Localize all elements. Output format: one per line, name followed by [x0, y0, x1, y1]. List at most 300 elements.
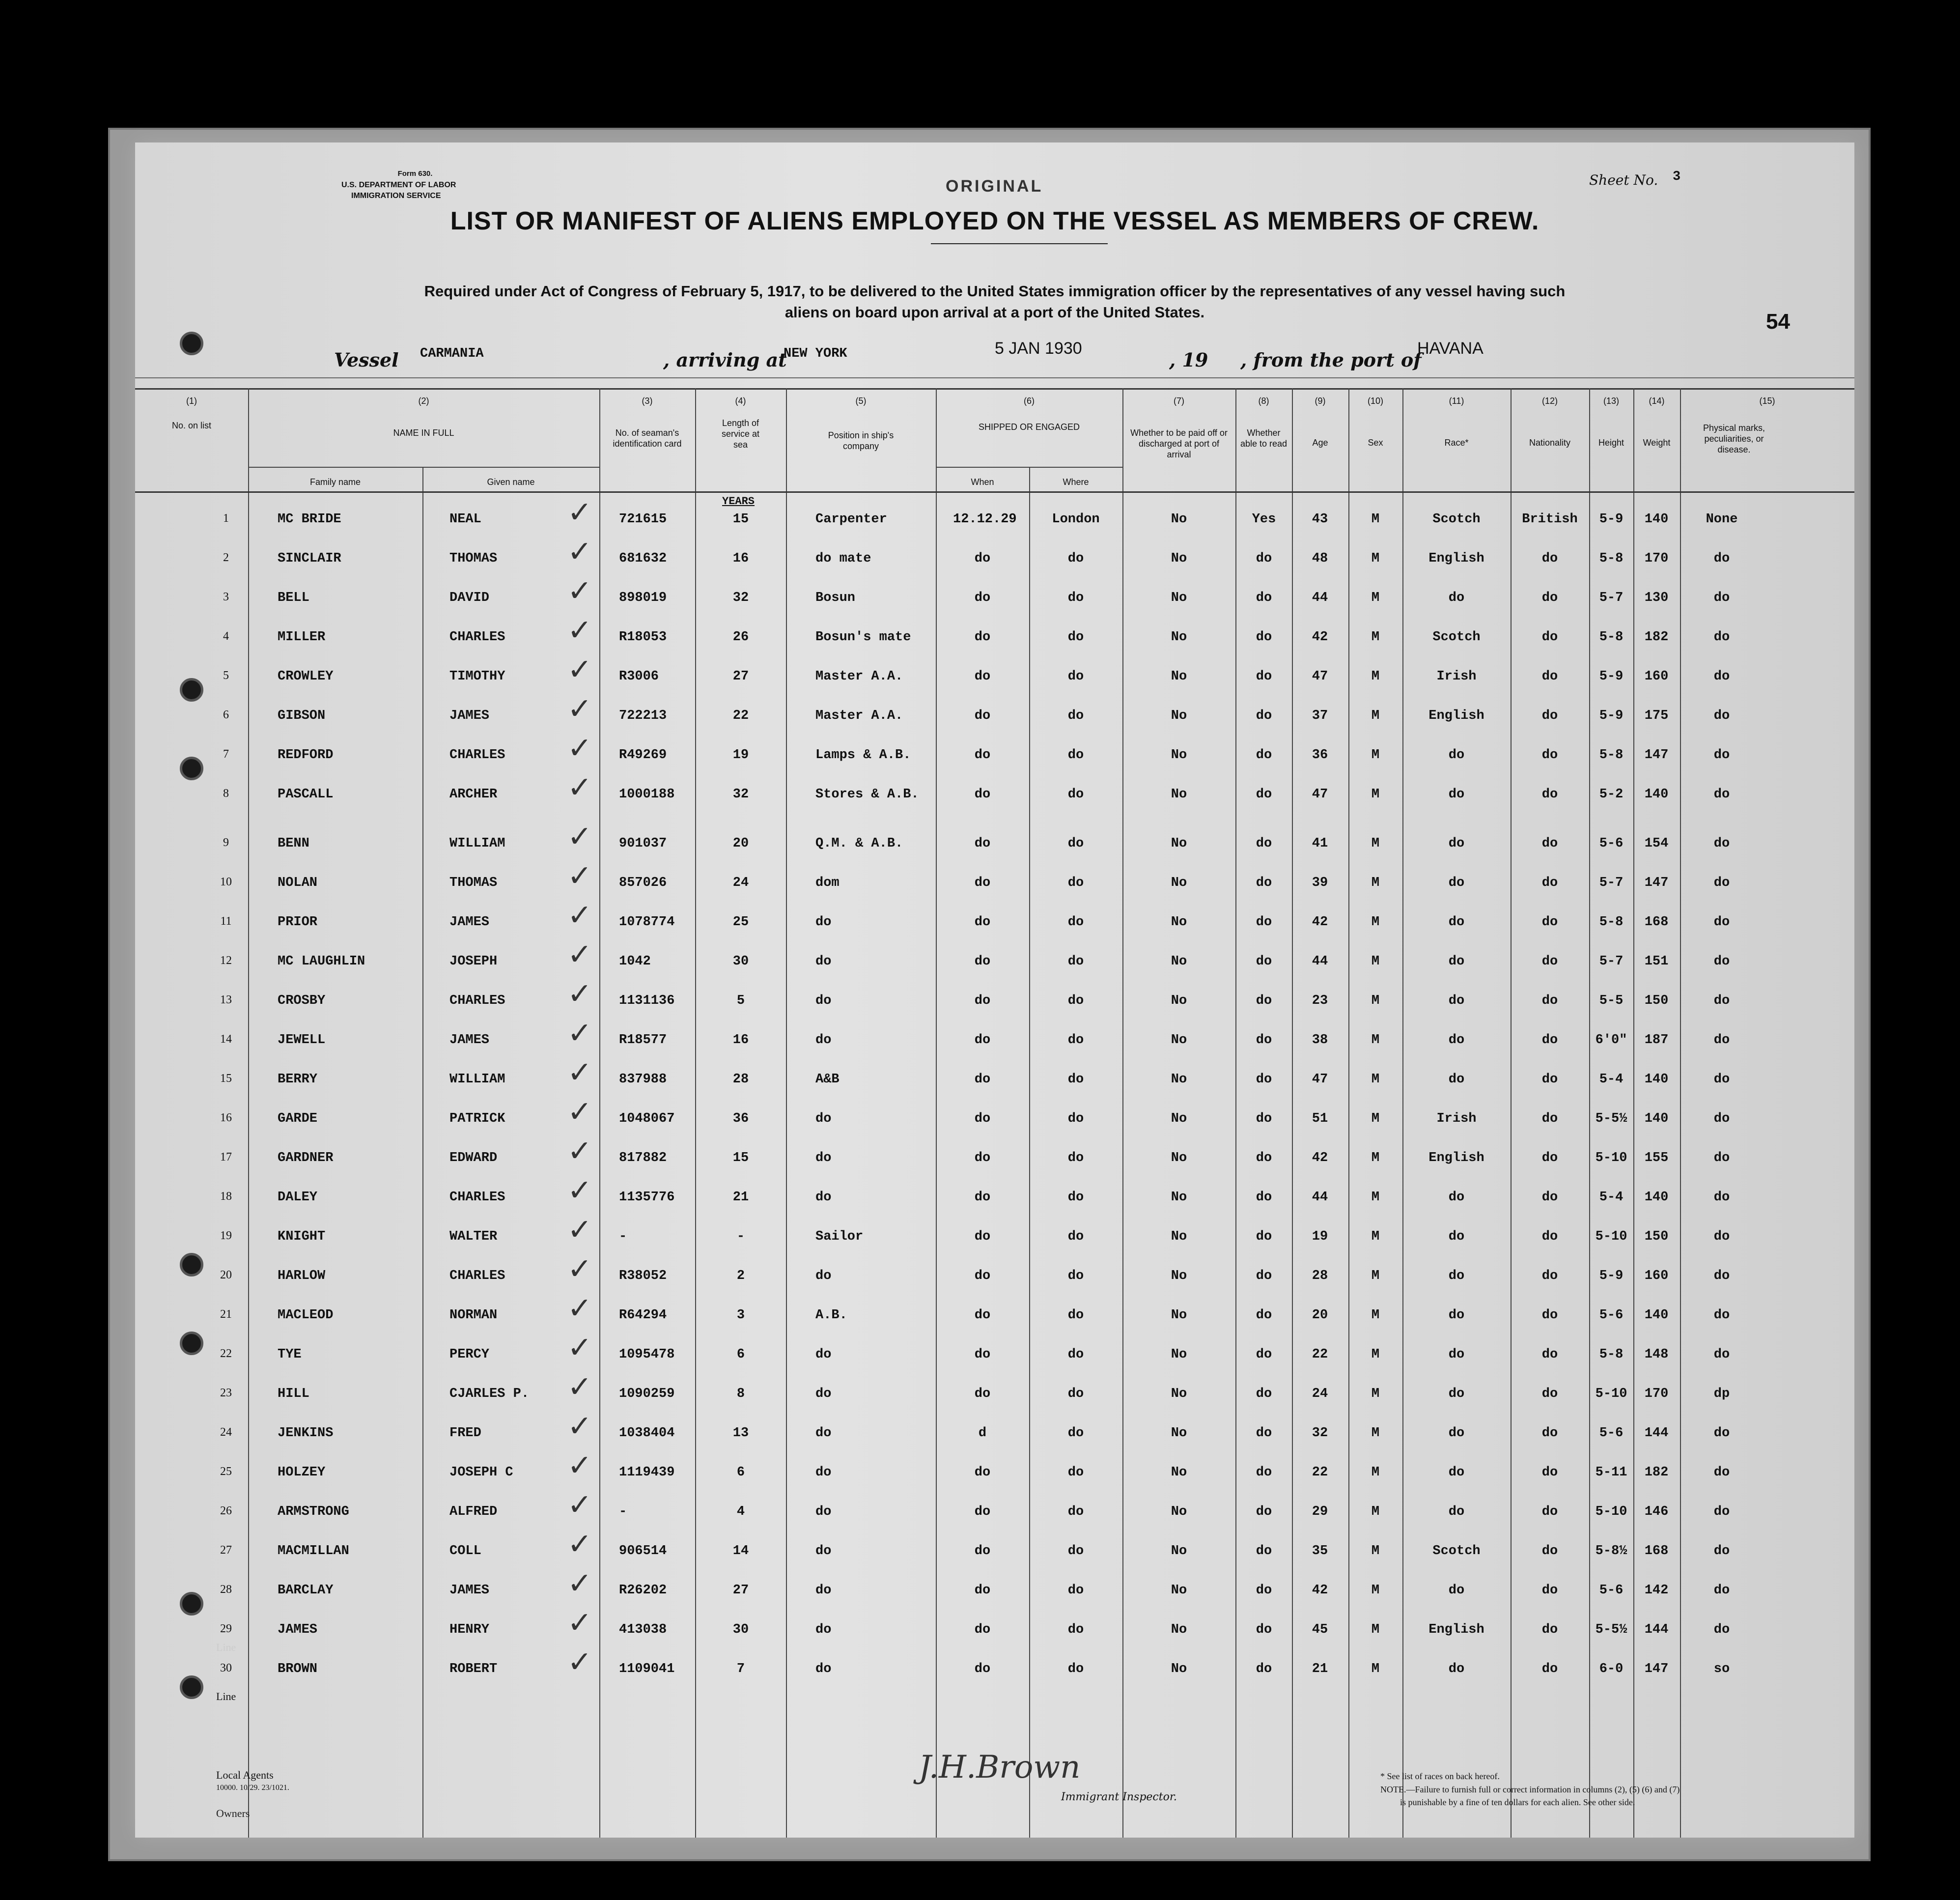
- cell-physical-marks: do: [1713, 1308, 1730, 1323]
- cell-weight: 175: [1644, 709, 1669, 723]
- cell-race: do: [1448, 591, 1465, 605]
- cell-service-years: 8: [736, 1387, 745, 1401]
- cell-race: do: [1448, 1347, 1465, 1362]
- cell-position: do: [815, 1111, 832, 1126]
- cell-able-to-read: do: [1256, 551, 1272, 566]
- cell-able-to-read: do: [1256, 787, 1272, 802]
- cell-family-name: PASCALL: [278, 787, 334, 802]
- cell-id-card: 1109041: [619, 1662, 675, 1676]
- cell-family-name: CROSBY: [278, 993, 326, 1008]
- cell-age: 44: [1312, 591, 1328, 605]
- cell-age: 47: [1312, 787, 1328, 802]
- cell-physical-marks: do: [1713, 1465, 1730, 1480]
- table-row: [135, 937, 1854, 978]
- cell-position: do: [815, 1622, 832, 1637]
- cell-able-to-read: do: [1256, 1347, 1272, 1362]
- cell-sex: M: [1371, 512, 1380, 527]
- cell-shipped-when: 12.12.29: [953, 512, 1017, 527]
- cell-family-name: PRIOR: [278, 915, 318, 930]
- check-mark-icon: ✓: [567, 1409, 592, 1444]
- cell-paid-off: No: [1171, 669, 1187, 684]
- cell-sex: M: [1371, 1308, 1380, 1323]
- cell-shipped-where: do: [1067, 709, 1084, 723]
- cell-physical-marks: do: [1713, 1033, 1730, 1048]
- cell-weight: 140: [1644, 787, 1669, 802]
- cell-service-years: 20: [732, 836, 749, 851]
- cell-service-years: 5: [736, 993, 745, 1008]
- check-mark-icon: ✓: [567, 613, 592, 648]
- cell-service-years: 16: [732, 551, 749, 566]
- cell-family-name: MACLEOD: [278, 1308, 334, 1323]
- cell-shipped-when: do: [974, 1504, 991, 1519]
- cell-physical-marks: do: [1713, 1544, 1730, 1559]
- table-row: [135, 613, 1854, 653]
- cell-nationality: do: [1541, 1583, 1558, 1598]
- cell-paid-off: No: [1171, 1662, 1187, 1676]
- cell-service-years: 16: [732, 1033, 749, 1048]
- punch-hole: [180, 757, 203, 780]
- cell-service-years: 21: [732, 1190, 749, 1205]
- cell-service-years: 24: [732, 876, 749, 890]
- cell-position: A&B: [815, 1072, 840, 1087]
- cell-physical-marks: do: [1713, 748, 1730, 763]
- cell-paid-off: No: [1171, 630, 1187, 645]
- cell-paid-off: No: [1171, 1544, 1187, 1559]
- cell-shipped-where: do: [1067, 1072, 1084, 1087]
- cell-paid-off: No: [1171, 1426, 1187, 1441]
- cell-row-number: 17: [220, 1151, 232, 1163]
- cell-physical-marks: do: [1713, 1072, 1730, 1087]
- cell-paid-off: No: [1171, 1622, 1187, 1637]
- cell-row-number: 21: [220, 1308, 232, 1321]
- cell-paid-off: No: [1171, 1387, 1187, 1401]
- check-mark-icon: ✓: [567, 1213, 592, 1247]
- check-mark-icon: ✓: [567, 1488, 592, 1522]
- cell-position: do: [815, 993, 832, 1008]
- cell-given-name: NEAL: [449, 512, 481, 527]
- cell-id-card: 1042: [619, 954, 651, 969]
- cell-physical-marks: do: [1713, 1504, 1730, 1519]
- cell-shipped-where: do: [1067, 630, 1084, 645]
- cell-given-name: JOSEPH C: [449, 1465, 513, 1480]
- cell-row-number: 5: [223, 669, 229, 682]
- cell-shipped-where: do: [1067, 1347, 1084, 1362]
- punch-hole: [180, 332, 203, 355]
- cell-shipped-when: d: [978, 1426, 987, 1441]
- cell-family-name: REDFORD: [278, 748, 334, 763]
- footer-owners-label: Owners: [216, 1807, 250, 1819]
- cell-paid-off: No: [1171, 551, 1187, 566]
- cell-shipped-when: do: [974, 1072, 991, 1087]
- original-stamp: ORIGINAL: [946, 177, 1043, 196]
- cell-family-name: BENN: [278, 836, 309, 851]
- cell-sex: M: [1371, 748, 1380, 763]
- cell-family-name: JENKINS: [278, 1426, 334, 1441]
- inspector-label: Immigrant Inspector.: [1061, 1791, 1177, 1803]
- cell-row-number: 8: [223, 787, 229, 800]
- cell-sex: M: [1371, 1465, 1380, 1480]
- col-name-number: (2): [418, 396, 429, 406]
- cell-shipped-where: do: [1067, 1229, 1084, 1244]
- page-title: LIST OR MANIFEST OF ALIENS EMPLOYED ON THE VESSEL AS MEMBERS OF CREW.: [450, 207, 1540, 235]
- col-read-header: Whether able to read: [1240, 428, 1288, 449]
- cell-sex: M: [1371, 1151, 1380, 1165]
- col-when-header: When: [971, 477, 994, 487]
- cell-sex: M: [1371, 1033, 1380, 1048]
- col-read-number: (8): [1258, 396, 1269, 406]
- col-shipped-number: (6): [1024, 396, 1035, 406]
- cell-physical-marks: do: [1713, 551, 1730, 566]
- cell-weight: 140: [1644, 512, 1669, 527]
- cell-age: 20: [1312, 1308, 1328, 1323]
- cell-weight: 182: [1644, 630, 1669, 645]
- cell-id-card: R3006: [619, 669, 659, 684]
- cell-race: do: [1448, 993, 1465, 1008]
- col-sex-number: (10): [1367, 396, 1383, 406]
- cell-height: 5-9: [1599, 669, 1624, 684]
- cell-height: 5-9: [1599, 1269, 1624, 1283]
- cell-family-name: DALEY: [278, 1190, 318, 1205]
- cell-given-name: ALFRED: [449, 1504, 498, 1519]
- cell-position: A.B.: [815, 1308, 847, 1323]
- cell-physical-marks: do: [1713, 1622, 1730, 1637]
- cell-row-number: 7: [223, 748, 229, 761]
- cell-paid-off: No: [1171, 1347, 1187, 1362]
- cell-service-years: 14: [732, 1544, 749, 1559]
- check-mark-icon: ✓: [567, 770, 592, 805]
- cell-service-years: 32: [732, 591, 749, 605]
- cell-race: do: [1448, 1033, 1465, 1048]
- cell-row-number: 11: [220, 915, 232, 928]
- cell-nationality: do: [1541, 1387, 1558, 1401]
- cell-able-to-read: do: [1256, 1465, 1272, 1480]
- cell-sex: M: [1371, 993, 1380, 1008]
- cell-service-years: 27: [732, 1583, 749, 1598]
- cell-shipped-when: do: [974, 954, 991, 969]
- punch-hole: [180, 1675, 203, 1699]
- cell-able-to-read: do: [1256, 1033, 1272, 1048]
- cell-nationality: do: [1541, 1426, 1558, 1441]
- from-port-label: , from the port of: [1240, 349, 1422, 371]
- table-row: [135, 977, 1854, 1017]
- cell-height: 5-10: [1595, 1387, 1627, 1401]
- cell-sex: M: [1371, 1662, 1380, 1676]
- cell-sex: M: [1371, 876, 1380, 890]
- cell-nationality: do: [1541, 876, 1558, 890]
- inspector-signature: J.H.Brown: [919, 1749, 1081, 1786]
- cell-position: Stores & A.B.: [815, 787, 919, 802]
- cell-able-to-read: do: [1256, 709, 1272, 723]
- cell-paid-off: No: [1171, 1111, 1187, 1126]
- cell-id-card: 413038: [619, 1622, 667, 1637]
- cell-weight: 154: [1644, 836, 1669, 851]
- cell-shipped-when: do: [974, 1190, 991, 1205]
- cell-paid-off: No: [1171, 1072, 1187, 1087]
- cell-sex: M: [1371, 591, 1380, 605]
- table-row: [135, 1213, 1854, 1253]
- arriving-port: NEW YORK: [784, 346, 847, 361]
- cell-physical-marks: so: [1713, 1662, 1730, 1676]
- cell-physical-marks: do: [1713, 1151, 1730, 1165]
- subtitle-line-1: Required under Act of Congress of February 5, 1917, to be delivered to the United States immigration officer by the representatives of any vessel having such: [424, 283, 1566, 300]
- cell-given-name: CHARLES: [449, 630, 505, 645]
- check-mark-icon: ✓: [567, 1173, 592, 1208]
- cell-nationality: do: [1541, 1229, 1558, 1244]
- table-row: [135, 1173, 1854, 1214]
- header-sub-rule: [248, 467, 599, 468]
- check-mark-icon: ✓: [567, 1016, 592, 1050]
- cell-id-card: 817882: [619, 1151, 667, 1165]
- cell-position: do: [815, 1465, 832, 1480]
- cell-age: 47: [1312, 669, 1328, 684]
- cell-paid-off: No: [1171, 1583, 1187, 1598]
- cell-race: Scotch: [1432, 630, 1481, 645]
- cell-position: do: [815, 1151, 832, 1165]
- cell-paid-off: No: [1171, 787, 1187, 802]
- cell-able-to-read: do: [1256, 748, 1272, 763]
- cell-position: do: [815, 1269, 832, 1283]
- cell-service-years: 22: [732, 709, 749, 723]
- sheet-label: Sheet No.: [1589, 172, 1658, 188]
- cell-physical-marks: do: [1713, 1229, 1730, 1244]
- cell-shipped-where: do: [1067, 591, 1084, 605]
- table-row: [135, 692, 1854, 732]
- cell-race: do: [1448, 1190, 1465, 1205]
- cell-sex: M: [1371, 915, 1380, 930]
- cell-able-to-read: do: [1256, 669, 1272, 684]
- cell-weight: 144: [1644, 1622, 1669, 1637]
- header-bottom-rule: [135, 491, 1854, 493]
- cell-age: 42: [1312, 915, 1328, 930]
- cell-race: do: [1448, 1308, 1465, 1323]
- cell-nationality: do: [1541, 551, 1558, 566]
- table-row: [135, 859, 1854, 899]
- check-mark-icon: ✓: [567, 859, 592, 893]
- cell-able-to-read: do: [1256, 630, 1272, 645]
- cell-family-name: MACMILLAN: [278, 1544, 349, 1559]
- cell-physical-marks: do: [1713, 993, 1730, 1008]
- cell-shipped-when: do: [974, 709, 991, 723]
- cell-race: Irish: [1436, 669, 1477, 684]
- cell-weight: 160: [1644, 1269, 1669, 1283]
- table-row: [135, 731, 1854, 771]
- check-mark-icon: ✓: [567, 731, 592, 766]
- cell-height: 5-10: [1595, 1229, 1627, 1244]
- cell-paid-off: No: [1171, 1151, 1187, 1165]
- cell-nationality: do: [1541, 993, 1558, 1008]
- table-row: [135, 1606, 1854, 1646]
- table-row: [135, 1055, 1854, 1096]
- check-mark-icon: ✓: [567, 652, 592, 687]
- cell-row-number: 25: [220, 1465, 232, 1478]
- table-row: [135, 1095, 1854, 1135]
- cell-able-to-read: do: [1256, 993, 1272, 1008]
- cell-weight: 182: [1644, 1465, 1669, 1480]
- col-shipped-header: SHIPPED OR ENGAGED: [978, 422, 1080, 432]
- page-number: 54: [1766, 310, 1790, 334]
- cell-given-name: CHARLES: [449, 748, 505, 763]
- cell-height: 5-4: [1599, 1190, 1624, 1205]
- cell-row-number: 24: [220, 1426, 232, 1439]
- punch-hole: [180, 1592, 203, 1616]
- cell-weight: 187: [1644, 1033, 1669, 1048]
- cell-row-number: 13: [220, 993, 232, 1006]
- cell-able-to-read: do: [1256, 1111, 1272, 1126]
- check-mark-icon: ✓: [567, 535, 592, 569]
- table-row: [135, 820, 1854, 860]
- cell-nationality: do: [1541, 669, 1558, 684]
- cell-family-name: HILL: [278, 1387, 309, 1401]
- cell-shipped-where: do: [1067, 876, 1084, 890]
- cell-position: Carpenter: [815, 512, 887, 527]
- col-card-header: No. of seaman's identification card: [613, 428, 682, 449]
- cell-sex: M: [1371, 1229, 1380, 1244]
- cell-given-name: ROBERT: [449, 1662, 498, 1676]
- cell-able-to-read: do: [1256, 1622, 1272, 1637]
- cell-physical-marks: do: [1713, 1583, 1730, 1598]
- cell-paid-off: No: [1171, 512, 1187, 527]
- cell-row-number: 20: [220, 1269, 232, 1281]
- table-row: [135, 1291, 1854, 1332]
- cell-nationality: do: [1541, 709, 1558, 723]
- cell-row-number: 26: [220, 1504, 232, 1517]
- header-sub-rule: [936, 467, 1122, 468]
- col-name-header: NAME IN FULL: [393, 428, 454, 438]
- cell-shipped-when: do: [974, 1111, 991, 1126]
- cell-physical-marks: None: [1706, 512, 1738, 527]
- cell-paid-off: No: [1171, 1504, 1187, 1519]
- cell-shipped-when: do: [974, 1347, 991, 1362]
- cell-age: 42: [1312, 1583, 1328, 1598]
- col-sex-header: Sex: [1368, 438, 1383, 448]
- check-mark-icon: ✓: [567, 1252, 592, 1286]
- cell-position: Bosun: [815, 591, 856, 605]
- cell-sex: M: [1371, 709, 1380, 723]
- cell-weight: 151: [1644, 954, 1669, 969]
- cell-weight: 170: [1644, 1387, 1669, 1401]
- vessel-label: Vessel: [334, 349, 399, 371]
- cell-position: do: [815, 1387, 832, 1401]
- cell-physical-marks: do: [1713, 954, 1730, 969]
- col-position-number: (5): [855, 396, 867, 406]
- cell-height: 5-10: [1595, 1151, 1627, 1165]
- cell-row-number: 23: [220, 1387, 232, 1399]
- cell-able-to-read: do: [1256, 1308, 1272, 1323]
- cell-height: 5-8: [1599, 630, 1624, 645]
- check-mark-icon: ✓: [567, 1606, 592, 1640]
- cell-height: 5-4: [1599, 1072, 1624, 1087]
- cell-sex: M: [1371, 1544, 1380, 1559]
- cell-weight: 140: [1644, 1072, 1669, 1087]
- cell-shipped-when: do: [974, 1151, 991, 1165]
- cell-able-to-read: do: [1256, 1151, 1272, 1165]
- col-marks-number: (15): [1759, 396, 1775, 406]
- cell-shipped-when: do: [974, 1662, 991, 1676]
- cell-sex: M: [1371, 1387, 1380, 1401]
- col-weight-header: Weight: [1643, 438, 1671, 448]
- cell-row-number: 30: [220, 1662, 232, 1674]
- check-mark-icon: ✓: [567, 977, 592, 1011]
- cell-able-to-read: do: [1256, 1387, 1272, 1401]
- cell-able-to-read: do: [1256, 876, 1272, 890]
- cell-sex: M: [1371, 1072, 1380, 1087]
- cell-nationality: do: [1541, 1111, 1558, 1126]
- cell-service-years: 19: [732, 748, 749, 763]
- cell-able-to-read: do: [1256, 836, 1272, 851]
- cell-weight: 150: [1644, 1229, 1669, 1244]
- cell-height: 5-8: [1599, 915, 1624, 930]
- cell-race: do: [1448, 787, 1465, 802]
- cell-weight: 142: [1644, 1583, 1669, 1598]
- cell-race: Scotch: [1432, 512, 1481, 527]
- cell-height: 5-2: [1599, 787, 1624, 802]
- cell-family-name: BELL: [278, 591, 309, 605]
- cell-shipped-where: do: [1067, 1111, 1084, 1126]
- cell-id-card: -: [619, 1229, 627, 1244]
- cell-shipped-where: do: [1067, 1269, 1084, 1283]
- cell-sex: M: [1371, 836, 1380, 851]
- cell-id-card: 906514: [619, 1544, 667, 1559]
- cell-sex: M: [1371, 1347, 1380, 1362]
- cell-race: do: [1448, 1229, 1465, 1244]
- cell-nationality: do: [1541, 836, 1558, 851]
- cell-position: Bosun's mate: [815, 630, 911, 645]
- cell-nationality: do: [1541, 1544, 1558, 1559]
- cell-paid-off: No: [1171, 876, 1187, 890]
- cell-physical-marks: do: [1713, 709, 1730, 723]
- cell-shipped-when: do: [974, 876, 991, 890]
- cell-shipped-where: do: [1067, 1308, 1084, 1323]
- col-family-header: Family name: [309, 477, 361, 487]
- cell-service-years: 28: [732, 1072, 749, 1087]
- table-row: [135, 1448, 1854, 1489]
- cell-shipped-where: do: [1067, 1387, 1084, 1401]
- cell-sex: M: [1371, 630, 1380, 645]
- cell-height: 5-8: [1599, 748, 1624, 763]
- cell-nationality: do: [1541, 591, 1558, 605]
- cell-service-years: 32: [732, 787, 749, 802]
- cell-service-years: 3: [736, 1308, 745, 1323]
- footer-line-label: Line: [216, 1641, 236, 1653]
- cell-age: 37: [1312, 709, 1328, 723]
- footer-note-fine: is punishable by a fine of ten dollars for each alien. See other side.: [1400, 1797, 1635, 1807]
- col-service-number: (4): [735, 396, 746, 406]
- cell-service-years: 15: [732, 512, 749, 527]
- table-row: [135, 1252, 1854, 1292]
- check-mark-icon: ✓: [567, 937, 592, 972]
- cell-id-card: 1048067: [619, 1111, 675, 1126]
- arriving-label: , arriving at: [663, 349, 787, 371]
- cell-given-name: JAMES: [449, 915, 490, 930]
- cell-position: do: [815, 1544, 832, 1559]
- cell-race: do: [1448, 1662, 1465, 1676]
- cell-row-number: 3: [223, 591, 229, 603]
- cell-physical-marks: do: [1713, 1426, 1730, 1441]
- vessel-name: CARMANIA: [420, 346, 484, 361]
- cell-shipped-where: do: [1067, 1544, 1084, 1559]
- cell-service-years: 2: [736, 1269, 745, 1283]
- cell-weight: 140: [1644, 1190, 1669, 1205]
- cell-shipped-when: do: [974, 1583, 991, 1598]
- cell-paid-off: No: [1171, 591, 1187, 605]
- col-card-number: (3): [642, 396, 653, 406]
- cell-height: 5-8: [1599, 1347, 1624, 1362]
- cell-able-to-read: do: [1256, 1504, 1272, 1519]
- cell-weight: 168: [1644, 1544, 1669, 1559]
- cell-given-name: CHARLES: [449, 993, 505, 1008]
- check-mark-icon: ✓: [567, 1566, 592, 1601]
- cell-race: do: [1448, 915, 1465, 930]
